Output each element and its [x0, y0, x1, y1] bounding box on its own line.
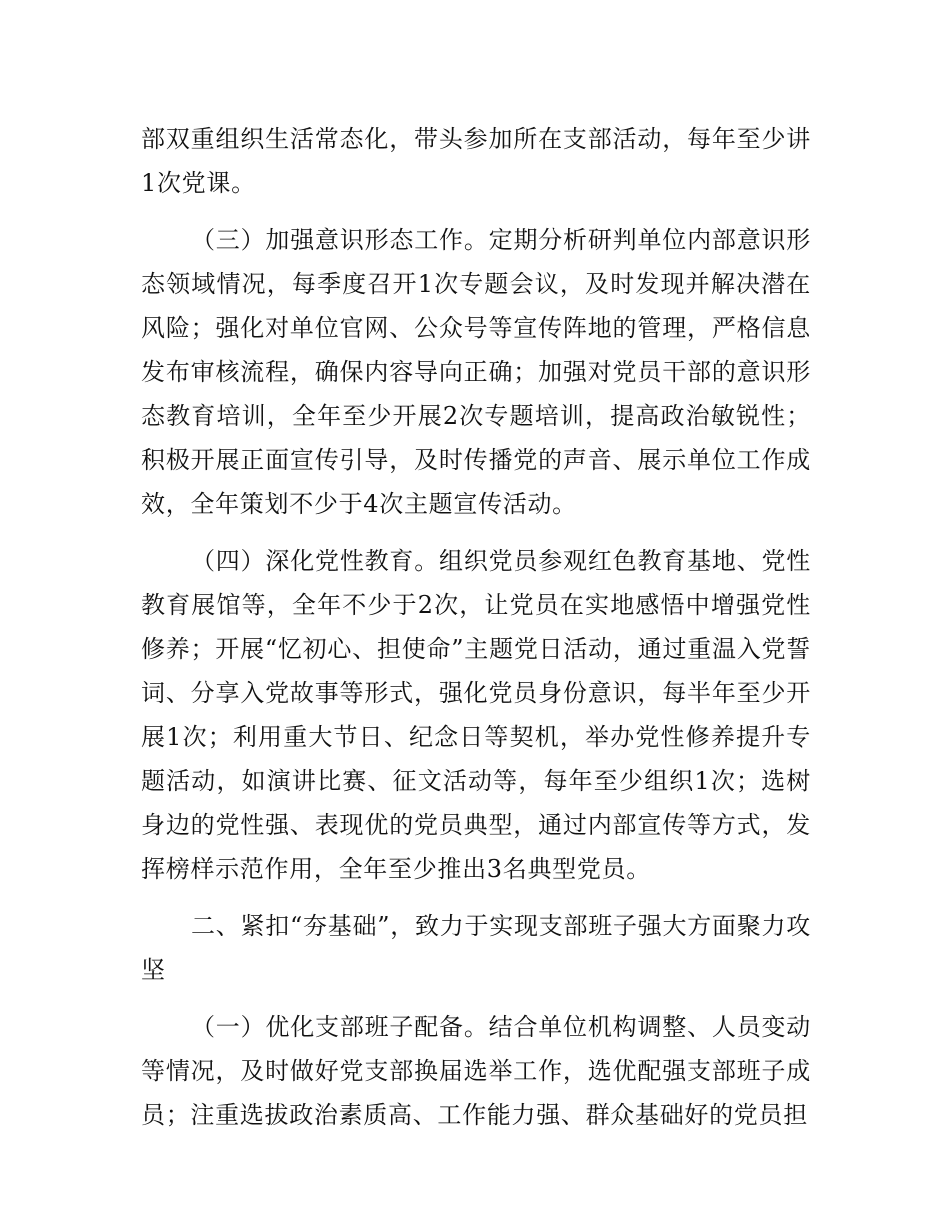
section-three-paragraph: （三）加强意识形态工作。定期分析研判单位内部意识形态领域情况，每季度召开1次专题会议，及时发现并解决潜在风险；强化对单位官网、公众号等宣传阵地的管理，严格信息发布审核流程，确保内容导向正确；加强对党员干部的意识形态教育培训，全年至少开展2次专题培训，提高政治敏锐性；积极开展正面宣传引导，及时传播党的声音、展示单位工作成效，全年策划不少于4次主题宣传活动。	[141, 226, 811, 518]
continued-paragraph: 部双重组织生活常态化，带头参加所在支部活动，每年至少讲1次党课。	[141, 125, 811, 197]
document-body	[141, 117, 811, 1150]
section-four-paragraph: （四）深化党性教育。组织党员参观红色教育基地、党性教育展馆等，全年不少于2次，让党员在实地感悟中增强党性修养；开展“忆初心、担使命”主题党日活动，通过重温入党誓词、分享入党故事等形式，强化党员身份意识，每半年至少开展1次；利用重大节日、纪念日等契机，举办党性修养提升专题活动，如演讲比赛、征文活动等，每年至少组织1次；选树身边的党性强、表现优的党员典型，通过内部宣传等方式，发挥榜样示范作用，全年至少推出3名典型党员。	[141, 547, 811, 883]
section-two-heading: 二、紧扣“夯基础”，致力于实现支部班子强大方面聚力攻坚	[141, 912, 811, 984]
section-two-one-paragraph: （一）优化支部班子配备。结合单位机构调整、人员变动等情况，及时做好党支部换届选举工作，选优配强支部班子成员；注重选拔政治素质高、工作能力强、群众基础好的党员担	[141, 1013, 811, 1129]
